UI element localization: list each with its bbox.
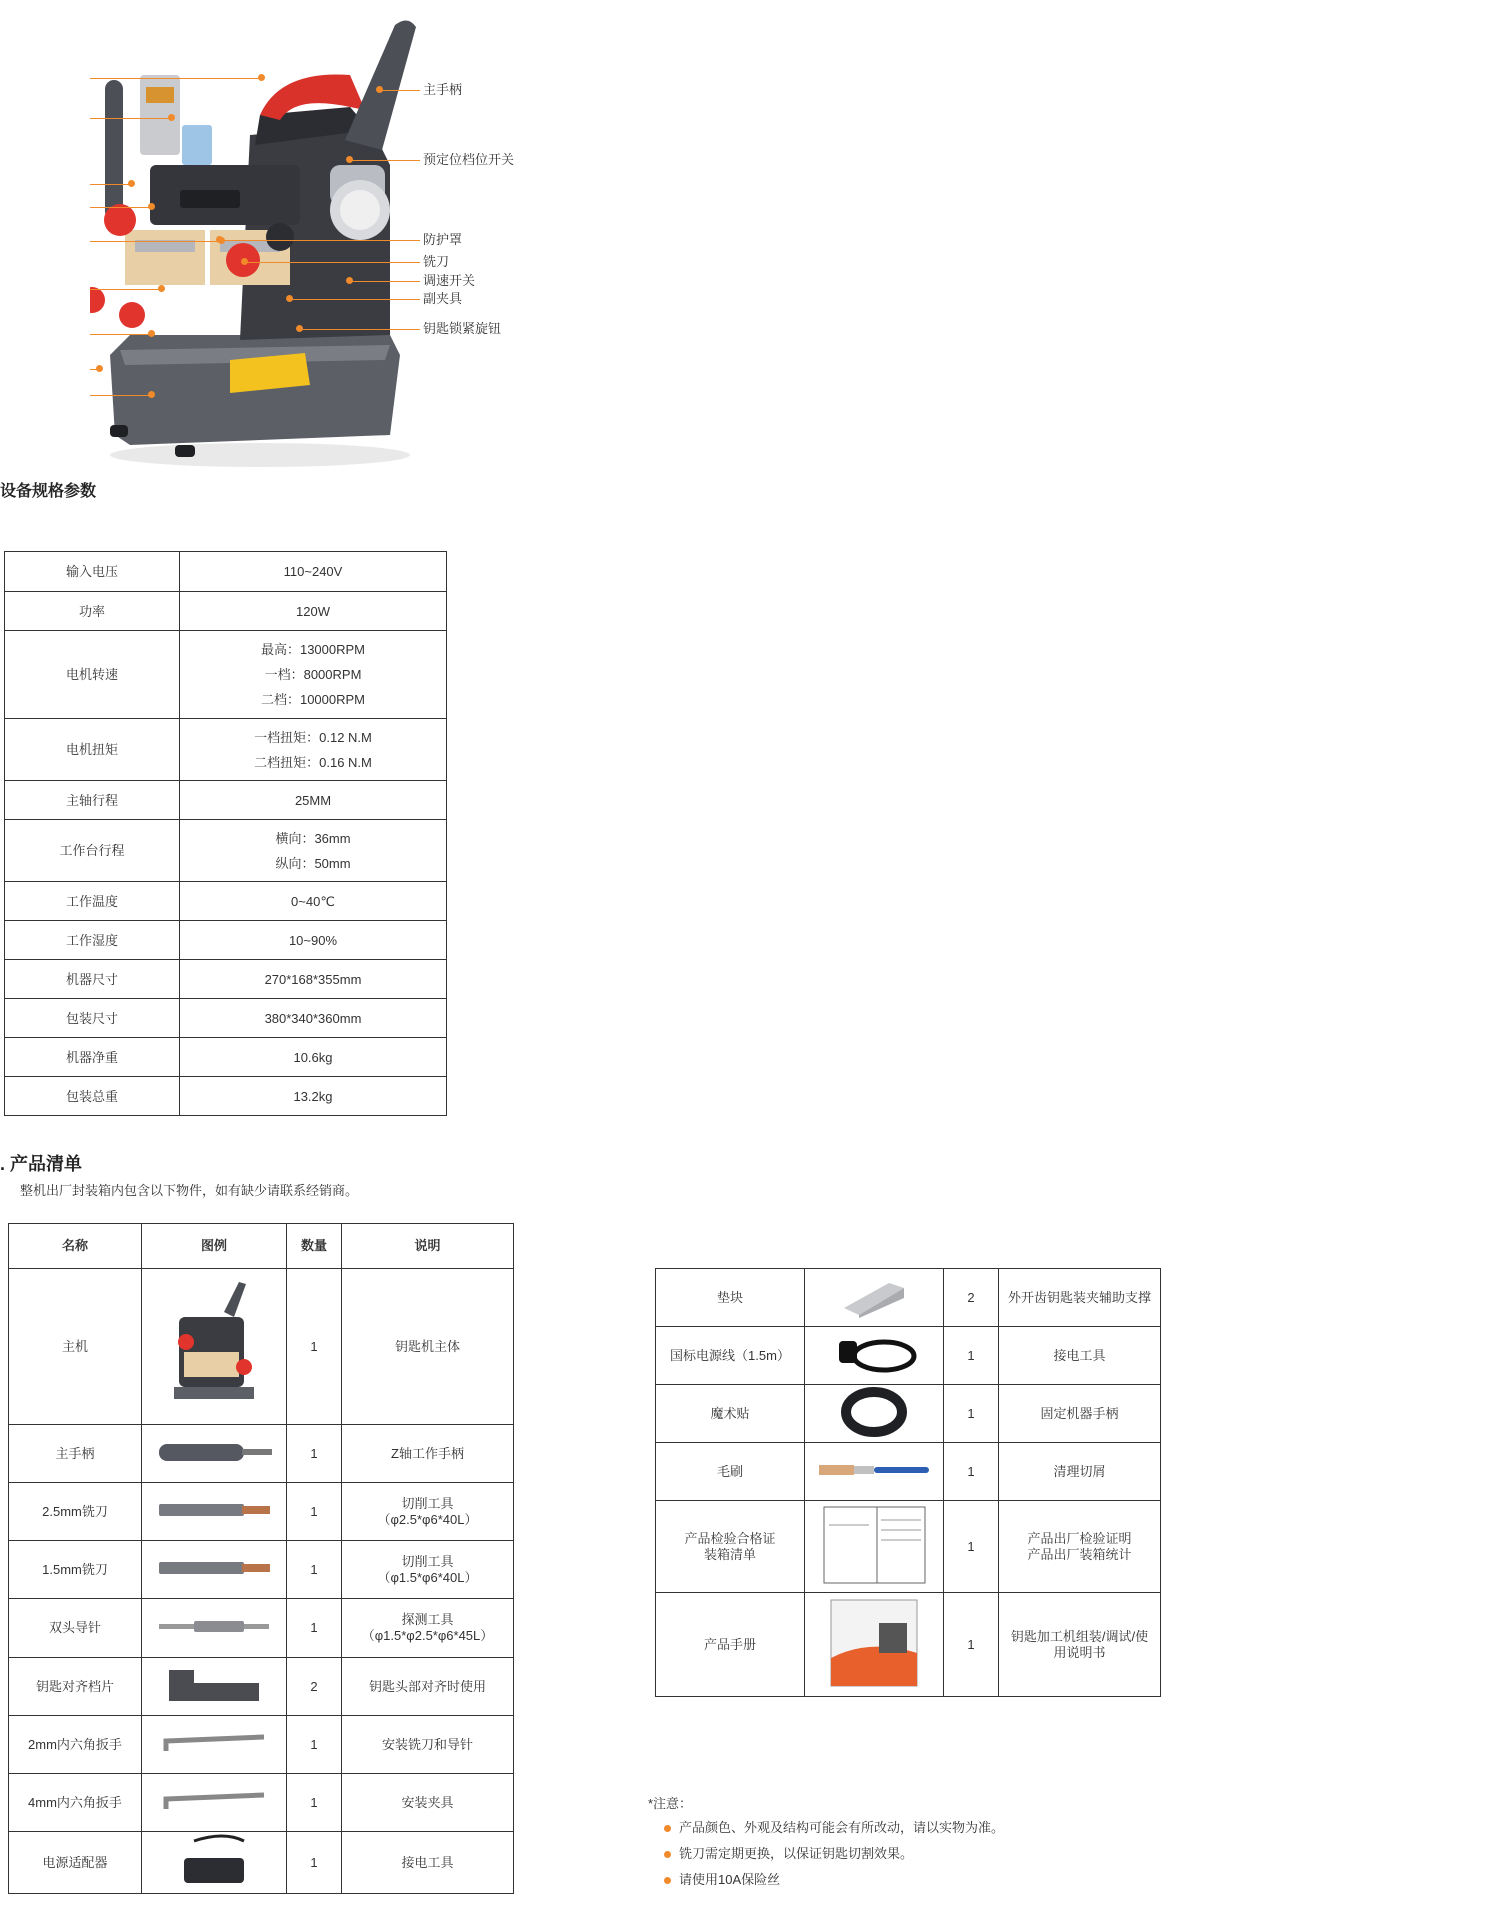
spec-row — [5, 1077, 447, 1116]
item-qty: 1 — [287, 1425, 342, 1483]
spec-value-line: 10~90% — [288, 932, 338, 948]
spec-value — [180, 1077, 447, 1116]
item-name — [656, 1269, 805, 1327]
notes-title: *注意： — [648, 1796, 693, 1811]
spec-value — [180, 719, 447, 781]
spacer-block-icon — [829, 1273, 919, 1322]
item-desc — [999, 1269, 1161, 1327]
list-title: . 产品清单 — [0, 1154, 83, 1174]
header-name: 名称 — [9, 1224, 142, 1269]
item-figure — [142, 1658, 287, 1716]
spec-value — [180, 552, 447, 592]
item-name: 2mm内六角扳手 — [9, 1716, 142, 1774]
item-desc — [342, 1599, 514, 1658]
spec-key: 工作湿度 — [5, 921, 180, 960]
note-item — [648, 1815, 1004, 1841]
notes — [648, 1793, 1004, 1893]
key-cutting-machine-illustration — [90, 15, 430, 470]
item-qty: 1 — [287, 1483, 342, 1541]
item-desc-line: 接电工具 — [401, 1854, 454, 1870]
spec-value — [180, 999, 447, 1038]
item-desc-line: 探测工具 — [401, 1612, 454, 1627]
list-item — [656, 1385, 1161, 1443]
spec-value — [180, 820, 447, 882]
item-desc — [999, 1327, 1161, 1385]
spec-row — [5, 631, 447, 719]
item-desc-line: （φ1.5*φ6*40L） — [377, 1569, 478, 1585]
note-text: 请使用10A保险丝 — [679, 1872, 781, 1887]
spec-table — [4, 551, 447, 1116]
spec-value-line: 13.2kg — [293, 1088, 333, 1104]
label-guard: 防护罩 — [423, 232, 463, 247]
item-qty: 1 — [287, 1832, 342, 1894]
spec-value-line: 120W — [296, 603, 330, 619]
machine-thumbnail-icon — [164, 1282, 264, 1411]
spec-key: 电机扭矩 — [5, 719, 180, 781]
machine-diagram — [0, 0, 520, 470]
spec-row — [5, 882, 447, 921]
item-desc-line: 钥匙头部对齐时使用 — [368, 1678, 486, 1694]
spec-value-line: 纵向：50mm — [275, 855, 351, 871]
item-name-line: 魔术贴 — [710, 1405, 750, 1421]
product-list-table-left — [8, 1223, 514, 1894]
item-name-line: 装箱清单 — [703, 1546, 756, 1562]
list-item — [656, 1327, 1161, 1385]
list-item — [656, 1269, 1161, 1327]
bullet-icon — [664, 1877, 671, 1884]
label-key-lock-knob: 钥匙锁紧旋钮 — [423, 321, 502, 336]
item-figure — [805, 1385, 944, 1443]
spec-value-line: 10.6kg — [293, 1049, 333, 1065]
note-text: 产品颜色、外观及结构可能会有所改动，请以实物为准。 — [679, 1820, 1005, 1835]
item-desc-line: 外开齿钥匙装夹辅助支撑 — [1007, 1289, 1151, 1305]
item-qty: 1 — [944, 1327, 999, 1385]
note-item — [648, 1841, 1004, 1867]
item-desc-line: Z轴工作手柄 — [391, 1445, 464, 1461]
item-name-line: 毛刷 — [716, 1463, 743, 1479]
item-desc — [342, 1832, 514, 1894]
item-qty: 1 — [287, 1716, 342, 1774]
item-figure — [142, 1483, 287, 1541]
spec-value-line: 一档扭矩：0.12 N.M — [254, 729, 372, 745]
item-desc — [342, 1541, 514, 1599]
item-qty: 1 — [287, 1541, 342, 1599]
item-figure — [805, 1593, 944, 1697]
spec-value-line: 110~240V — [283, 564, 343, 579]
item-desc — [999, 1443, 1161, 1501]
list-item — [9, 1483, 514, 1541]
item-desc-line: 钥匙机主体 — [394, 1338, 460, 1354]
item-desc-line: 切削工具 — [401, 1553, 454, 1569]
item-name: 主手柄 — [9, 1425, 142, 1483]
item-name: 主机 — [9, 1269, 142, 1425]
cutter-icon — [154, 1498, 274, 1526]
item-qty: 1 — [944, 1593, 999, 1697]
item-desc — [342, 1425, 514, 1483]
item-qty: 1 — [287, 1774, 342, 1832]
list-item — [9, 1269, 514, 1425]
item-name-line: 产品手册 — [703, 1636, 756, 1652]
spec-value — [180, 921, 447, 960]
item-figure — [142, 1599, 287, 1658]
item-qty: 1 — [944, 1443, 999, 1501]
item-desc — [342, 1716, 514, 1774]
item-name — [656, 1385, 805, 1443]
power-cord-icon — [824, 1331, 924, 1380]
list-item — [9, 1716, 514, 1774]
handle-icon — [154, 1437, 274, 1471]
spec-value-line: 二档：10000RPM — [260, 692, 366, 707]
item-desc — [342, 1774, 514, 1832]
item-desc-line: 清理切屑 — [1053, 1463, 1106, 1479]
spec-value-line: 0~40℃ — [291, 893, 335, 909]
list-item — [656, 1593, 1161, 1697]
spec-value — [180, 781, 447, 820]
spec-value-line: 一档：8000RPM — [264, 667, 362, 682]
item-qty: 1 — [944, 1501, 999, 1593]
item-desc — [999, 1501, 1161, 1593]
spec-key: 输入电压 — [5, 552, 180, 592]
item-desc — [999, 1385, 1161, 1443]
list-item — [9, 1658, 514, 1716]
item-desc — [342, 1483, 514, 1541]
item-desc-line: （φ2.5*φ6*40L） — [377, 1511, 478, 1527]
spec-key: 功率 — [5, 592, 180, 631]
item-desc-line: 安装夹具 — [401, 1794, 454, 1810]
spec-value — [180, 882, 447, 921]
item-figure — [142, 1269, 287, 1425]
product-list-table-right — [655, 1268, 1161, 1697]
brush-icon — [814, 1458, 934, 1486]
spec-value — [180, 960, 447, 999]
certificate-document-icon — [819, 1505, 929, 1589]
item-name-line: 国标电源线（1.5m） — [670, 1347, 790, 1363]
hex-wrench-icon — [154, 1731, 274, 1759]
header-figure: 图例 — [142, 1224, 287, 1269]
item-name: 双头导针 — [9, 1599, 142, 1658]
spec-key: 机器净重 — [5, 1038, 180, 1077]
spec-row — [5, 552, 447, 592]
spec-key: 工作台行程 — [5, 820, 180, 882]
spec-row — [5, 1038, 447, 1077]
velcro-strap-icon — [839, 1387, 909, 1441]
list-subtitle: 整机出厂封装箱内包含以下物件，如有缺少请联系经销商。 — [20, 1183, 359, 1198]
header-desc: 说明 — [342, 1224, 514, 1269]
item-name — [656, 1443, 805, 1501]
spec-row — [5, 592, 447, 631]
item-desc-line: 产品出厂装箱统计 — [1027, 1546, 1132, 1562]
item-name — [656, 1501, 805, 1593]
list-item — [656, 1443, 1161, 1501]
spec-value-line: 横向：36mm — [275, 830, 351, 846]
hex-wrench-icon — [154, 1789, 274, 1817]
item-figure — [142, 1716, 287, 1774]
manual-booklet-icon — [829, 1598, 919, 1692]
item-desc — [999, 1593, 1161, 1697]
spec-value-line: 最高：13000RPM — [260, 642, 366, 657]
spec-row — [5, 960, 447, 999]
item-desc-line: （φ1.5*φ2.5*φ6*45L） — [361, 1628, 494, 1643]
list-item — [656, 1501, 1161, 1593]
spec-key: 包装尺寸 — [5, 999, 180, 1038]
label-cutter: 铣刀 — [423, 254, 450, 269]
label-speed-switch: 调速开关 — [423, 273, 476, 288]
label-preset-switch: 预定位档位开关 — [423, 152, 515, 167]
list-item — [9, 1425, 514, 1483]
item-figure — [805, 1443, 944, 1501]
item-figure — [805, 1327, 944, 1385]
item-name-line: 产品检验合格证 — [684, 1530, 776, 1546]
power-adapter-icon — [164, 1833, 264, 1892]
spec-key: 主轴行程 — [5, 781, 180, 820]
spec-key: 包装总重 — [5, 1077, 180, 1116]
item-figure — [142, 1541, 287, 1599]
spec-value — [180, 592, 447, 631]
item-qty: 2 — [944, 1269, 999, 1327]
list-item — [9, 1832, 514, 1894]
spec-value — [180, 1038, 447, 1077]
item-figure — [142, 1832, 287, 1894]
label-main-handle: 主手柄 — [423, 82, 463, 97]
list-item — [9, 1599, 514, 1658]
item-desc-line: 固定机器手柄 — [1040, 1405, 1119, 1421]
item-name: 钥匙对齐档片 — [9, 1658, 142, 1716]
item-name: 1.5mm铣刀 — [9, 1541, 142, 1599]
cutter-icon — [154, 1556, 274, 1584]
item-qty: 2 — [287, 1658, 342, 1716]
item-qty: 1 — [287, 1269, 342, 1425]
spec-row — [5, 820, 447, 882]
spec-row — [5, 719, 447, 781]
spec-value-line: 270*168*355mm — [264, 971, 362, 987]
spec-value — [180, 631, 447, 719]
item-desc — [342, 1269, 514, 1425]
bullet-icon — [664, 1825, 671, 1832]
item-name: 电源适配器 — [9, 1832, 142, 1894]
list-item — [9, 1774, 514, 1832]
spec-value-line: 380*340*360mm — [264, 1010, 362, 1026]
bullet-icon — [664, 1851, 671, 1858]
item-figure — [142, 1425, 287, 1483]
spec-key: 工作温度 — [5, 882, 180, 921]
item-qty: 1 — [944, 1385, 999, 1443]
item-desc — [342, 1658, 514, 1716]
probe-icon — [154, 1614, 274, 1642]
item-qty: 1 — [287, 1599, 342, 1658]
item-name: 2.5mm铣刀 — [9, 1483, 142, 1541]
item-figure — [142, 1774, 287, 1832]
stop-plate-icon — [164, 1665, 264, 1709]
spec-value-line: 二档扭矩：0.16 N.M — [254, 754, 372, 770]
note-item — [648, 1867, 1004, 1893]
item-desc-line: 安装铣刀和导针 — [381, 1736, 473, 1752]
spec-value-line: 25MM — [294, 792, 332, 808]
spec-row — [5, 781, 447, 820]
spec-title: 设备规格参数 — [0, 483, 97, 500]
item-figure — [805, 1501, 944, 1593]
label-sub-clamp: 副夹具 — [423, 291, 463, 306]
item-name: 4mm内六角扳手 — [9, 1774, 142, 1832]
spec-row — [5, 999, 447, 1038]
header-qty: 数量 — [287, 1224, 342, 1269]
item-desc-line: 接电工具 — [1053, 1347, 1106, 1363]
item-desc-line: 钥匙加工机组装/调试/使 — [1010, 1628, 1149, 1644]
item-desc-line: 用说明书 — [1053, 1644, 1106, 1660]
item-desc-line: 切削工具 — [401, 1495, 454, 1511]
spec-key: 电机转速 — [5, 631, 180, 719]
item-figure — [805, 1269, 944, 1327]
item-name — [656, 1593, 805, 1697]
item-name — [656, 1327, 805, 1385]
item-name-line: 垫块 — [716, 1289, 743, 1305]
note-text: 铣刀需定期更换，以保证钥匙切割效果。 — [679, 1846, 914, 1861]
list-item — [9, 1541, 514, 1599]
spec-key: 机器尺寸 — [5, 960, 180, 999]
spec-row — [5, 921, 447, 960]
item-desc-line: 产品出厂检验证明 — [1027, 1530, 1132, 1546]
